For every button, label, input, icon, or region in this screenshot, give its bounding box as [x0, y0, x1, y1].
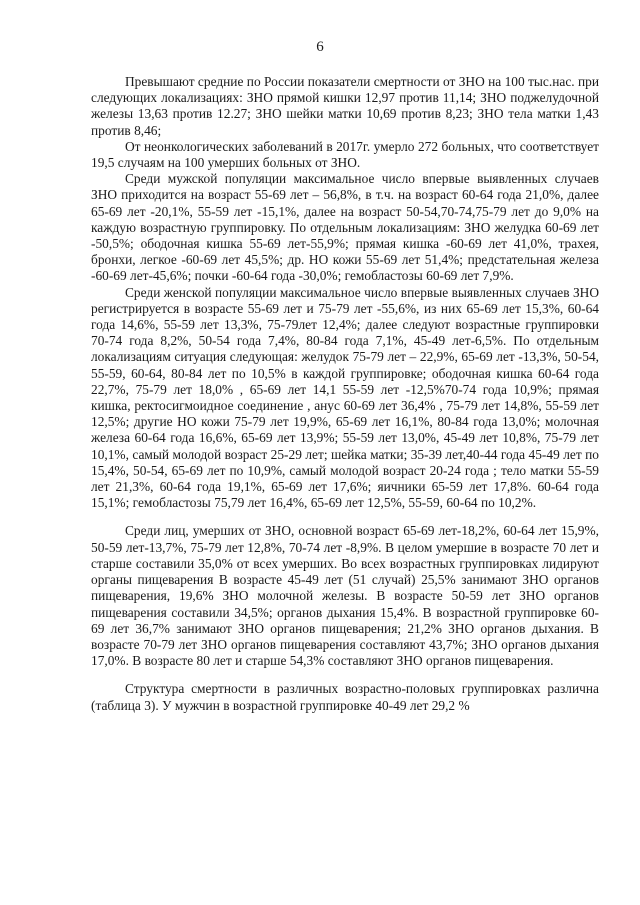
paragraph-mortality-above-average: Превышают средние по России показатели смертности от ЗНО на 100 тыс.нас. при следующих локализациях: ЗНО прямой кишки 12,97 против 11,14; ЗНО поджелудочной железы 13,63 против 12.27; ЗНО шейки матки 10,69 против 8,23; ЗНО тела матки 1,43 против 8,46;: [91, 74, 599, 138]
page-number: 6: [316, 39, 324, 55]
paragraph-non-oncological-deaths: От неонкологических заболеваний в 2017г. умерло 272 больных, что соответствует 19,5 случаям на 100 умерших больных от ЗНО.: [91, 138, 599, 171]
paragraph-mortality-structure: Структура смертности в различных возрастно-половых группировках различна (таблица 3). У мужчин в возрастной группировке 40-49 лет 29,2 %: [91, 681, 599, 713]
paragraph-female-population: Среди женской популяции максимальное число впервые выявленных случаев ЗНО регистрируется в возрасте 55-69 лет и 75-79 лет -55,6%, из них 65-69 лет 15,3%, 60-64 года 14,6%, 55-59 лет 13,3%, 75-79лет 12,4%; далее следуют возрастные группировки 70-74 года 8,2%, 50-54 года 7,4%, 80-84 года 7,1%, 45-49 лет-6,5%. По отдельным локализациям ситуация следующая: желудок 75-79 лет – 22,9%, 65-69 лет -13,3%, 50-54, 55-59, 60-64, 80-84 лет по 10,5% в каждой группировке; ободочная кишка 60-64 года 22,7%, 75-79 лет 18,0% , 65-69 лет 14,1 55-59 лет -12,5%70-74 года 10,9%; прямая кишка, ректосигмоидное соединение , анус 60-69 лет 36,4% , 75-79 лет 14,8%, 55-59 лет 12,5%; другие НО кожи 75-79 лет 19,9%, 65-69 лет 16,1%, 80-84 года 13,0%; молочная железа 60-64 года 16,6%, 65-69 лет 13,9%; 55-59 лет 13,0%, 45-49 лет 10,8%, 75-79 лет 10,1%, самый молодой возраст 25-29 лет; шейка матки; 35-39 лет,40-44 года 45-49 лет по 15,4%, 50-54, 65-69 лет по 10,9%, самый молодой возраст 20-24 года ; тело матки 55-59 лет 21,3%, 60-64 года 19,1%, 65-69 лет 17,6%; яичники 65-59 лет 17,8%. 60-64 года 15,1%; гемобластозы 75,79 лет 16,4%, 65-69 лет 12,5%, 55-59, 60-64 по 10,2%.: [91, 284, 599, 511]
paragraph-deceased-age-structure: Среди лиц, умерших от ЗНО, основной возраст 65-69 лет-18,2%, 60-64 лет 15,9%, 50-59 лет-13,7%, 75-79 лет 12,8%, 70-74 лет -8,9%. В целом умершие в возрасте 70 лет и старше составили 35,0% от всех умерших. Во всех возрастных группировках лидируют органы пищеварения В возрасте 45-49 лет (51 случай) 25,5% занимают ЗНО органов пищеварения, 19,6% ЗНО молочной железы. В возрасте 50-59 лет ЗНО органов пищеварения составили 34,5%; органов дыхания 15,4%. В возрастной группировке 60-69 лет 36,7% занимают ЗНО органов пищеварения; 21,2% ЗНО органов дыхания. В возрасте 70-79 лет ЗНО органов пищеварения составляют 43,7%; ЗНО органов дыхания 17,0%. В возрасте 80 лет и старше 54,3% составляют ЗНО органов пищеварения.: [91, 523, 599, 669]
paragraph-male-population: Среди мужской популяции максимальное число впервые выявленных случаев ЗНО приходится на возраст 55-69 лет – 56,8%, в т.ч. на возраст 60-64 года 21,0%, далее 65-69 лет -20,1%, 55-59 лет -15,1%, далее на возраст 50-54,70-74,75-79 лет до 9,0% на каждую возрастную группировку. По отдельным локализациям: ЗНО желудка 60-69 лет -50,5%; ободочная кишка 55-69 лет-55,9%; прямая кишка -60-69 лет 41,0%, трахея, бронхи, легкое -60-69 лет 45,5%; др. НО кожи 55-69 лет 51,4%; предстательная железа -60-69 лет-45,6%; почки -60-64 года -30,0%; гемобластозы 60-69 лет 7,9%.: [91, 171, 599, 284]
document-body: [91, 74, 599, 714]
